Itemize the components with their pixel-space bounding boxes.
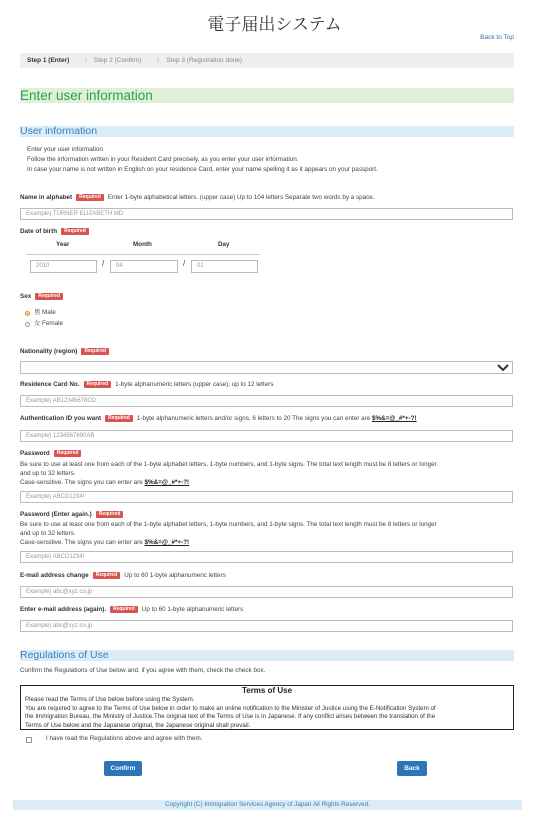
dob-slash: / [183, 259, 186, 268]
email2-hint: Up to 60 1-byte alphanumeric letters [141, 606, 244, 614]
name-label-row [20, 194, 375, 201]
required-badge: Required [84, 381, 112, 388]
sex-female-label[interactable]: 女 Female [34, 320, 64, 327]
sex-label-row [20, 293, 67, 300]
email-confirm-input[interactable]: Example) abc@xyz.co.jp [20, 620, 513, 632]
required-badge: Required [81, 348, 109, 355]
password-confirm-input[interactable]: Example) ABCD1234! [20, 551, 513, 563]
dob-divider [26, 254, 260, 255]
required-badge: Required [93, 572, 121, 579]
page-title: Enter user information [20, 88, 514, 103]
email-label: E-mail address change [20, 572, 89, 580]
footer: Copyright (C) Immigration Services Agency of Japan All Rights Reserved. [13, 800, 522, 810]
name-input[interactable]: Example) TURNER ELIZABETH MD [20, 208, 513, 220]
terms-box[interactable] [20, 685, 514, 730]
terms-title: Terms of Use [241, 686, 293, 695]
day-label: Day [218, 241, 230, 248]
dob-label-row [20, 228, 93, 235]
name-label: Name in alphabet [20, 194, 73, 202]
required-badge: Required [96, 511, 124, 518]
agree-label[interactable]: I have read the Regulations above and agree with them. [46, 735, 203, 742]
month-label: Month [133, 241, 152, 248]
password-label: Password [20, 450, 50, 458]
birth-year-input[interactable]: 2010 [30, 260, 97, 273]
residence-label-row [20, 381, 273, 388]
auth-label-row [20, 415, 417, 422]
auth-id-input[interactable]: Example) 1234567890AB [20, 430, 513, 442]
step-indicator: Step 1 (Enter) / Step 2 (Confirm) / Step 3 (Registration done) [20, 53, 514, 68]
step-3: Step 3 (Registration done) [166, 57, 243, 64]
email-hint: Up to 60 1-byte alphanumeric letters [124, 572, 226, 580]
dob-slash: / [102, 259, 105, 268]
required-badge: Required [76, 194, 104, 201]
system-title: 電子届出システム [207, 15, 342, 35]
required-badge: Required [35, 293, 63, 300]
password2-signs: $%&=@_#*+-?! [144, 539, 190, 546]
name-hint: Enter 1-byte alphabetical letters. (upper case) Up to 104 letters Separate two words by a space. [107, 194, 375, 202]
password2-desc: Be sure to use at least one from each of the 1-byte alphabet letters, 1-byte numbers, and 1-byte signs. The total text length must be 8 letters or longer and up to 32 letters. Case-sensitive. The signs you can enter are $%&=@_#*+-?! [20, 521, 437, 546]
sex-female-radio[interactable] [25, 322, 30, 327]
password-label-row [20, 450, 85, 457]
regulations-instruction: Confirm the Regulations of Use below and, if you agree with them, check the check box. [20, 667, 266, 674]
residence-card-input[interactable]: Example) AB12345678CD [20, 395, 513, 407]
back-button[interactable]: Back [397, 761, 427, 776]
required-badge: Required [54, 450, 82, 457]
residence-hint: 1-byte alphanumeric letters (upper case), up to 12 letters [115, 381, 274, 389]
password-signs: $%&=@_#*+-?! [144, 479, 190, 486]
auth-signs: $%&=@_#*+-?! [371, 415, 417, 423]
step-1: Step 1 (Enter) [27, 57, 70, 64]
birth-month-input[interactable]: 04 [110, 260, 178, 273]
year-label: Year [56, 241, 70, 248]
birth-day-input[interactable]: 01 [191, 260, 258, 273]
user-info-intro [27, 145, 378, 175]
step-2: Step 2 (Confirm) [93, 57, 142, 64]
terms-text: Please read the Terms of Use below before using the System. You are required to agree to the Terms of Use below in order to make an online notification to the Minister of Justice using the E-Notification System of the Immigration Bureau, the Ministry of Justice.The original text of the Terms of Use is in Japanese. If any conflict arises between the translation of the Terms of Use below and the Japanese original, the Japanese original shall prevail. [25, 696, 436, 729]
email2-label-row [20, 606, 243, 613]
intro-line: Enter your user information [27, 146, 103, 153]
nationality-label: Nationality (region) [20, 348, 78, 356]
email-input[interactable]: Example) abc@xyz.co.jp [20, 586, 513, 598]
sex-male-label[interactable]: 男 Male [34, 309, 56, 316]
intro-line: Follow the information written in your Resident Card precisely, as you enter your user information. [27, 156, 299, 163]
sex-male-radio[interactable] [25, 311, 30, 316]
dob-label: Date of birth [20, 228, 58, 236]
intro-line: In case your name is not written in English on your residence Card, enter your name spelling it as it appears on your passport. [27, 166, 378, 173]
email2-label: Enter e-mail address (again). [20, 606, 107, 614]
user-info-heading: User information [20, 126, 514, 137]
password-desc: Be sure to use at least one from each of the 1-byte alphabet letters, 1-byte numbers, and 1-byte signs. The total text length must be 8 letters or longer and up to 32 letters. Case-sensitive. The signs you can enter are $%&=@_#*+-?! [20, 461, 437, 486]
password-input[interactable]: Example) ABCD1234! [20, 491, 513, 503]
email-label-row [20, 572, 226, 579]
regulations-heading: Regulations of Use [20, 650, 514, 661]
password2-label-row [20, 511, 127, 518]
required-badge: Required [110, 606, 138, 613]
nationality-select[interactable] [20, 361, 513, 374]
agree-checkbox[interactable] [26, 737, 32, 743]
auth-hint: 1-byte alphanumeric letters and/or signs, 6 letters to 20 The signs you can enter are [136, 415, 371, 423]
required-badge: Required [105, 415, 133, 422]
required-badge: Required [61, 228, 89, 235]
password2-label: Password (Enter again.) [20, 511, 92, 519]
chevron-down-icon[interactable] [497, 364, 509, 372]
residence-label: Residence Card No. [20, 381, 80, 389]
nationality-label-row [20, 348, 113, 355]
auth-label: Authentication ID you want [20, 415, 102, 423]
back-to-top-link[interactable]: Back to Top [480, 34, 514, 41]
confirm-button[interactable]: Confirm [104, 761, 142, 776]
sex-label: Sex [20, 293, 32, 301]
